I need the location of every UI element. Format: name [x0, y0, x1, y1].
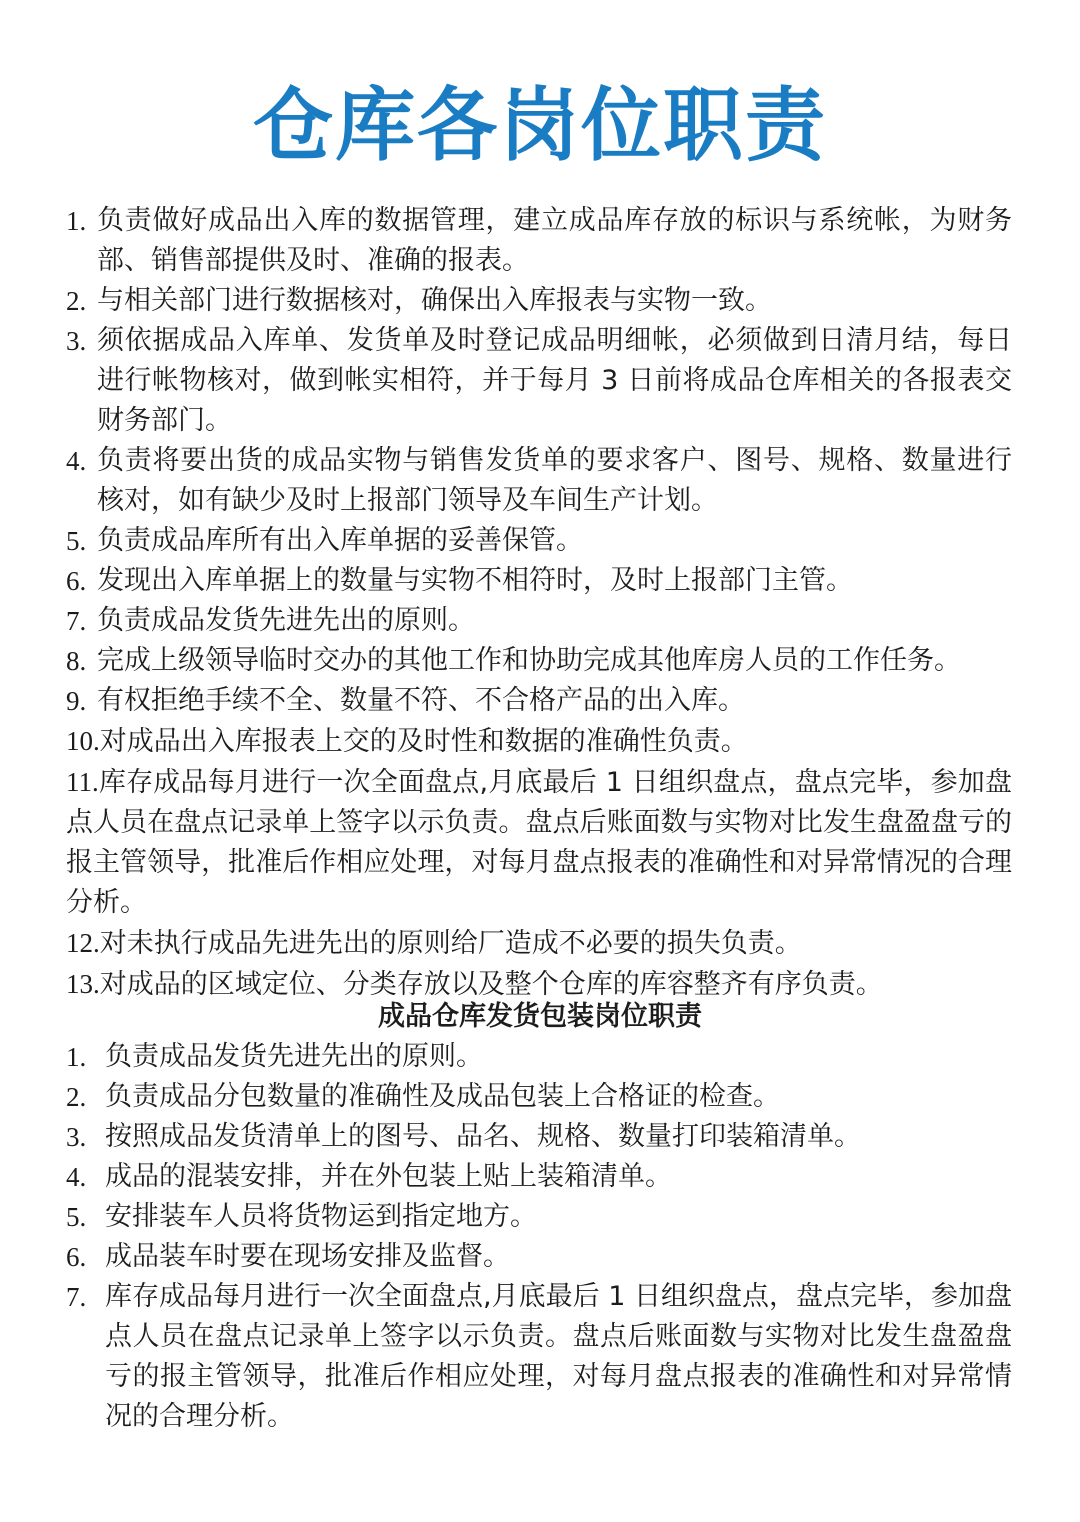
item-text: 负责做好成品出入库的数据管理，建立成品库存放的标识与系统帐，为财务部、销售部提供及时、准确的报表。 [97, 205, 1012, 276]
item-number: 3. [66, 1122, 87, 1152]
item-number: 8. [66, 646, 87, 676]
list-item [0, 1077, 1080, 1117]
item-text: 成品装车时要在现场安排及监督。 [105, 1241, 510, 1272]
item-text: 对未执行成品先进先出的原则给厂造成不必要的损失负责。 [99, 928, 802, 959]
packing-duties-list [0, 1037, 1080, 1437]
item-text: 对成品出入库报表上交的及时性和数据的准确性负责。 [99, 726, 748, 757]
list-item [0, 641, 1080, 681]
list-item [0, 201, 1080, 281]
item-number: 11. [66, 767, 99, 797]
item-number: 12. [66, 928, 100, 958]
item-text: 安排装车人员将货物运到指定地方。 [105, 1201, 537, 1232]
item-number: 10. [66, 726, 100, 756]
list-item [0, 1237, 1080, 1277]
item-text: 负责成品发货先进先出的原则。 [97, 605, 475, 636]
item-number: 5. [66, 1202, 87, 1232]
item-text: 发现出入库单据上的数量与实物不相符时，及时上报部门主管。 [97, 565, 853, 596]
item-number: 1. [66, 206, 87, 236]
item-text: 负责成品分包数量的准确性及成品包装上合格证的检查。 [105, 1081, 780, 1112]
list-item [0, 561, 1080, 601]
item-number: 2. [66, 286, 87, 316]
item-text: 完成上级领导临时交办的其他工作和协助完成其他库房人员的工作任务。 [97, 645, 961, 676]
item-number: 1. [66, 1042, 87, 1072]
item-number: 4. [66, 1162, 87, 1192]
item-number: 13. [66, 969, 100, 999]
item-text: 负责将要出货的成品实物与销售发货单的要求客户、图号、规格、数量进行核对，如有缺少及时上报部门领导及车间生产计划。 [97, 445, 1012, 516]
list-item [0, 321, 1080, 441]
list-item [0, 601, 1080, 641]
list-item [0, 1277, 1080, 1437]
list-item [0, 441, 1080, 521]
item-number: 9. [66, 686, 87, 716]
item-text: 有权拒绝手续不全、数量不符、不合格产品的出入库。 [97, 685, 745, 716]
item-number: 2. [66, 1082, 87, 1112]
item-number: 6. [66, 566, 87, 596]
item-text: 库存成品每月进行一次全面盘点,月底最后 1 日组织盘点，盘点完毕，参加盘点人员在盘点记录单上签字以示负责。盘点后账面数与实物对比发生盘盈盘亏的报主管领导，批准后作相应处理，对每月盘点报表的准确性和对异常情况的合理分析。 [105, 1281, 1012, 1432]
list-item [0, 721, 1080, 762]
item-text: 对成品的区域定位、分类存放以及整个仓库的库容整齐有序负责。 [99, 969, 883, 1000]
list-item [0, 681, 1080, 721]
item-text: 与相关部门进行数据核对，确保出入库报表与实物一致。 [97, 285, 772, 316]
item-number: 7. [66, 1282, 87, 1312]
item-number: 4. [66, 446, 87, 476]
list-item [0, 1117, 1080, 1157]
item-text: 按照成品发货清单上的图号、品名、规格、数量打印装箱清单。 [105, 1121, 861, 1152]
item-number: 6. [66, 1242, 87, 1272]
page-title: 仓库各岗位职责 [253, 79, 827, 172]
item-text: 负责成品库所有出入库单据的妥善保管。 [97, 525, 583, 556]
list-item [0, 923, 1080, 964]
list-item [0, 521, 1080, 561]
list-item [0, 1157, 1080, 1197]
list-item [0, 1197, 1080, 1237]
item-number: 3. [66, 326, 87, 356]
item-text: 负责成品发货先进先出的原则。 [105, 1041, 483, 1072]
duties-list [0, 201, 1080, 1005]
item-text: 库存成品每月进行一次全面盘点,月底最后 1 日组织盘点，盘点完毕，参加盘点人员在盘点记录单上签字以示负责。盘点后账面数与实物对比发生盘盈盘亏的报主管领导，批准后作相应处理，对每月盘点报表的准确性和对异常情况的合理分析。 [66, 767, 1012, 918]
list-item [0, 1037, 1080, 1077]
list-item [0, 281, 1080, 321]
item-number: 5. [66, 526, 87, 556]
item-text: 成品的混装安排，并在外包装上贴上装箱清单。 [105, 1161, 672, 1192]
list-item [0, 762, 1080, 923]
item-number: 7. [66, 606, 87, 636]
section-heading: 成品仓库发货包装岗位职责 [378, 1001, 702, 1032]
item-text: 须依据成品入库单、发货单及时登记成品明细帐，必须做到日清月结，每日进行帐物核对，做到帐实相符，并于每月 3 日前将成品仓库相关的各报表交财务部门。 [97, 325, 1012, 436]
